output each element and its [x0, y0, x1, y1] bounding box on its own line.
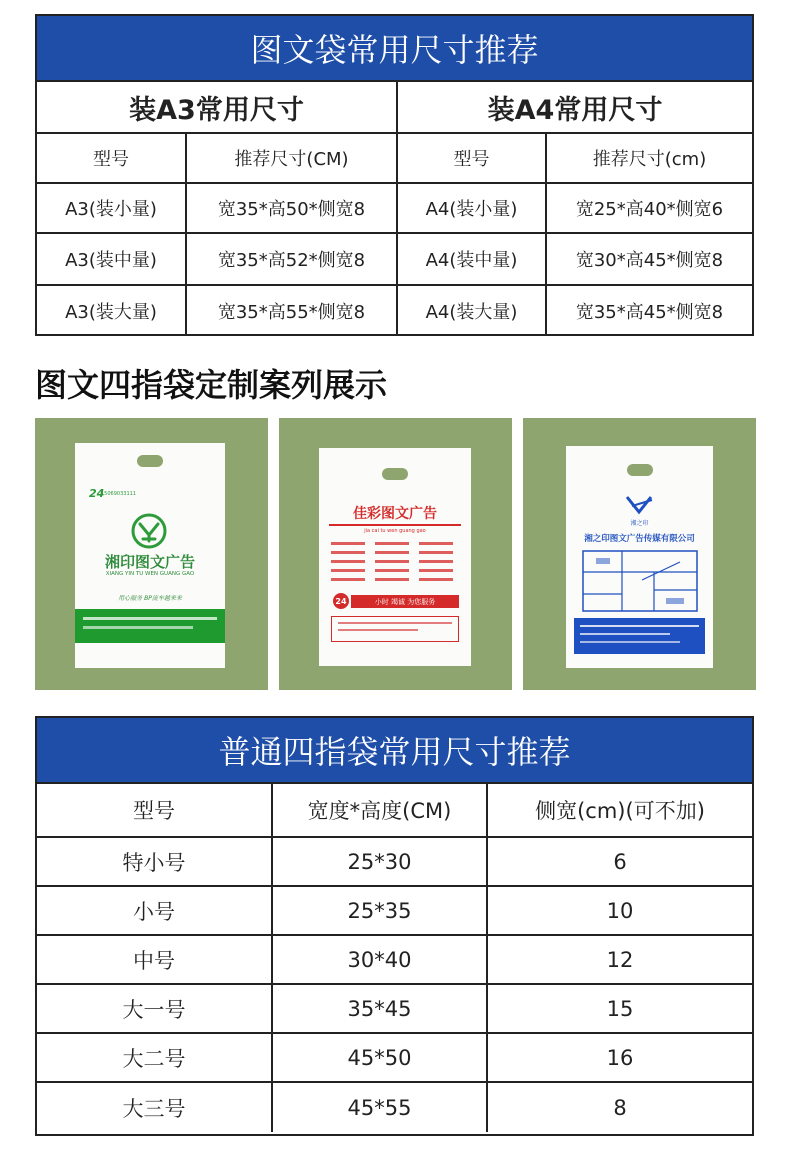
table-cell: A4(装中量)	[398, 234, 547, 284]
table-cell: 12	[606, 947, 634, 972]
table-cell: A3(装中量)	[37, 234, 187, 284]
table-row	[37, 286, 752, 336]
table-row	[37, 838, 752, 887]
contact-line	[580, 633, 670, 635]
table-cell: 特小号	[37, 838, 273, 885]
table-cell: 宽25*高40*侧宽6	[575, 199, 724, 220]
table-cell: 25*35	[273, 887, 488, 934]
table-cell: 大二号	[37, 1034, 273, 1081]
table-cell: 宽35*高45*侧宽8	[575, 302, 724, 323]
brand-logo-icon	[131, 513, 167, 549]
a3-a4-size-table	[35, 14, 754, 336]
table-cell: A3(装小量)	[37, 184, 187, 232]
table-cell: 6	[613, 849, 627, 874]
table-cell: A4(装大量)	[398, 286, 547, 336]
contact-line	[83, 626, 193, 629]
brand-name: 佳彩图文广告	[329, 502, 461, 526]
table-cell: 45*50	[273, 1034, 488, 1081]
table-row	[37, 936, 752, 985]
table-cell: A3(装大量)	[37, 286, 187, 336]
case-image-red-bag	[279, 418, 512, 690]
hotline-badge: 24	[89, 487, 105, 500]
table-cell: A4(装小量)	[398, 184, 547, 232]
table-cell: 35*45	[273, 985, 488, 1032]
table-cell: 中号	[37, 936, 273, 983]
table-cell: 10	[606, 898, 634, 923]
contact-line	[83, 617, 217, 620]
bag-handle	[627, 464, 653, 476]
table-cell: 25*30	[273, 838, 488, 885]
table-cell: 宽35*高55*侧宽8	[187, 286, 398, 336]
column-header: 侧宽(cm)(可不加)	[535, 799, 705, 823]
case-image-blue-bag	[523, 418, 756, 690]
green-footer-band	[75, 609, 225, 643]
table-cell: 8	[613, 1095, 627, 1120]
table-cell: 16	[606, 1045, 634, 1070]
slogan: 用心服务 BP流车越来来	[118, 595, 182, 602]
bag-handle	[382, 468, 408, 480]
table-row	[37, 887, 752, 936]
table-cell: 宽30*高45*侧宽8	[575, 250, 724, 271]
column-header: 型号	[37, 784, 273, 836]
company-name: 湘之印图文广告传媒有限公司	[584, 534, 695, 544]
star-logo-icon	[624, 494, 654, 516]
a4-heading: 装A4常用尺寸	[487, 94, 663, 126]
blue-contact-band	[574, 618, 705, 654]
hotline-number: 15069033111	[101, 491, 136, 497]
column-header: 型号	[398, 134, 547, 182]
table-row	[37, 234, 752, 286]
table-row	[37, 1083, 752, 1132]
a3-heading: 装A3常用尺寸	[37, 82, 398, 132]
column-header: 型号	[37, 134, 187, 182]
bag-blue	[566, 446, 713, 668]
map-icon	[582, 550, 698, 612]
table-row	[37, 1034, 752, 1083]
bag-green	[75, 443, 225, 668]
table-cell: 45*55	[273, 1083, 488, 1132]
table-cell: 大一号	[37, 985, 273, 1032]
table-cell: 15	[606, 996, 634, 1021]
gallery-heading: 图文四指袋定制案列展示	[35, 366, 388, 404]
four-finger-bag-size-table	[35, 716, 754, 1136]
bag-red	[319, 448, 471, 666]
bag-handle	[137, 455, 163, 467]
logo-text: 湘之印	[630, 520, 649, 527]
service-list-icon	[331, 540, 459, 596]
table-cell: 大三号	[37, 1083, 273, 1132]
column-header: 推荐尺寸(CM)	[187, 134, 398, 182]
column-header: 推荐尺寸(cm)	[592, 149, 707, 170]
service-banner: 小时 竭诚 为您服务	[351, 595, 459, 608]
brand-pinyin: XIANG YIN TU WEN GUANG GAO	[105, 571, 195, 577]
contact-line	[580, 641, 680, 643]
table-cell: 宽35*高52*侧宽8	[187, 234, 398, 284]
24h-badge: 24	[333, 593, 349, 609]
contact-line	[580, 625, 699, 627]
table-title: 图文袋常用尺寸推荐	[37, 16, 752, 82]
contact-line	[338, 629, 418, 631]
brand-name: 湘印图文广告	[104, 553, 195, 571]
table-header-row	[37, 784, 752, 838]
contact-box	[331, 616, 459, 642]
case-image-green-bag	[35, 418, 268, 690]
table-row	[37, 184, 752, 234]
table-title: 普通四指袋常用尺寸推荐	[37, 718, 752, 784]
table-cell: 小号	[37, 887, 273, 934]
table-row	[37, 985, 752, 1034]
table-cell: 30*40	[273, 936, 488, 983]
table-header-row	[37, 134, 752, 184]
table-subheading-row	[37, 82, 752, 134]
brand-pinyin: jia cai tu wen guang gao	[364, 528, 426, 534]
contact-line	[338, 622, 452, 624]
column-header: 宽度*高度(CM)	[273, 784, 488, 836]
table-cell: 宽35*高50*侧宽8	[187, 184, 398, 232]
